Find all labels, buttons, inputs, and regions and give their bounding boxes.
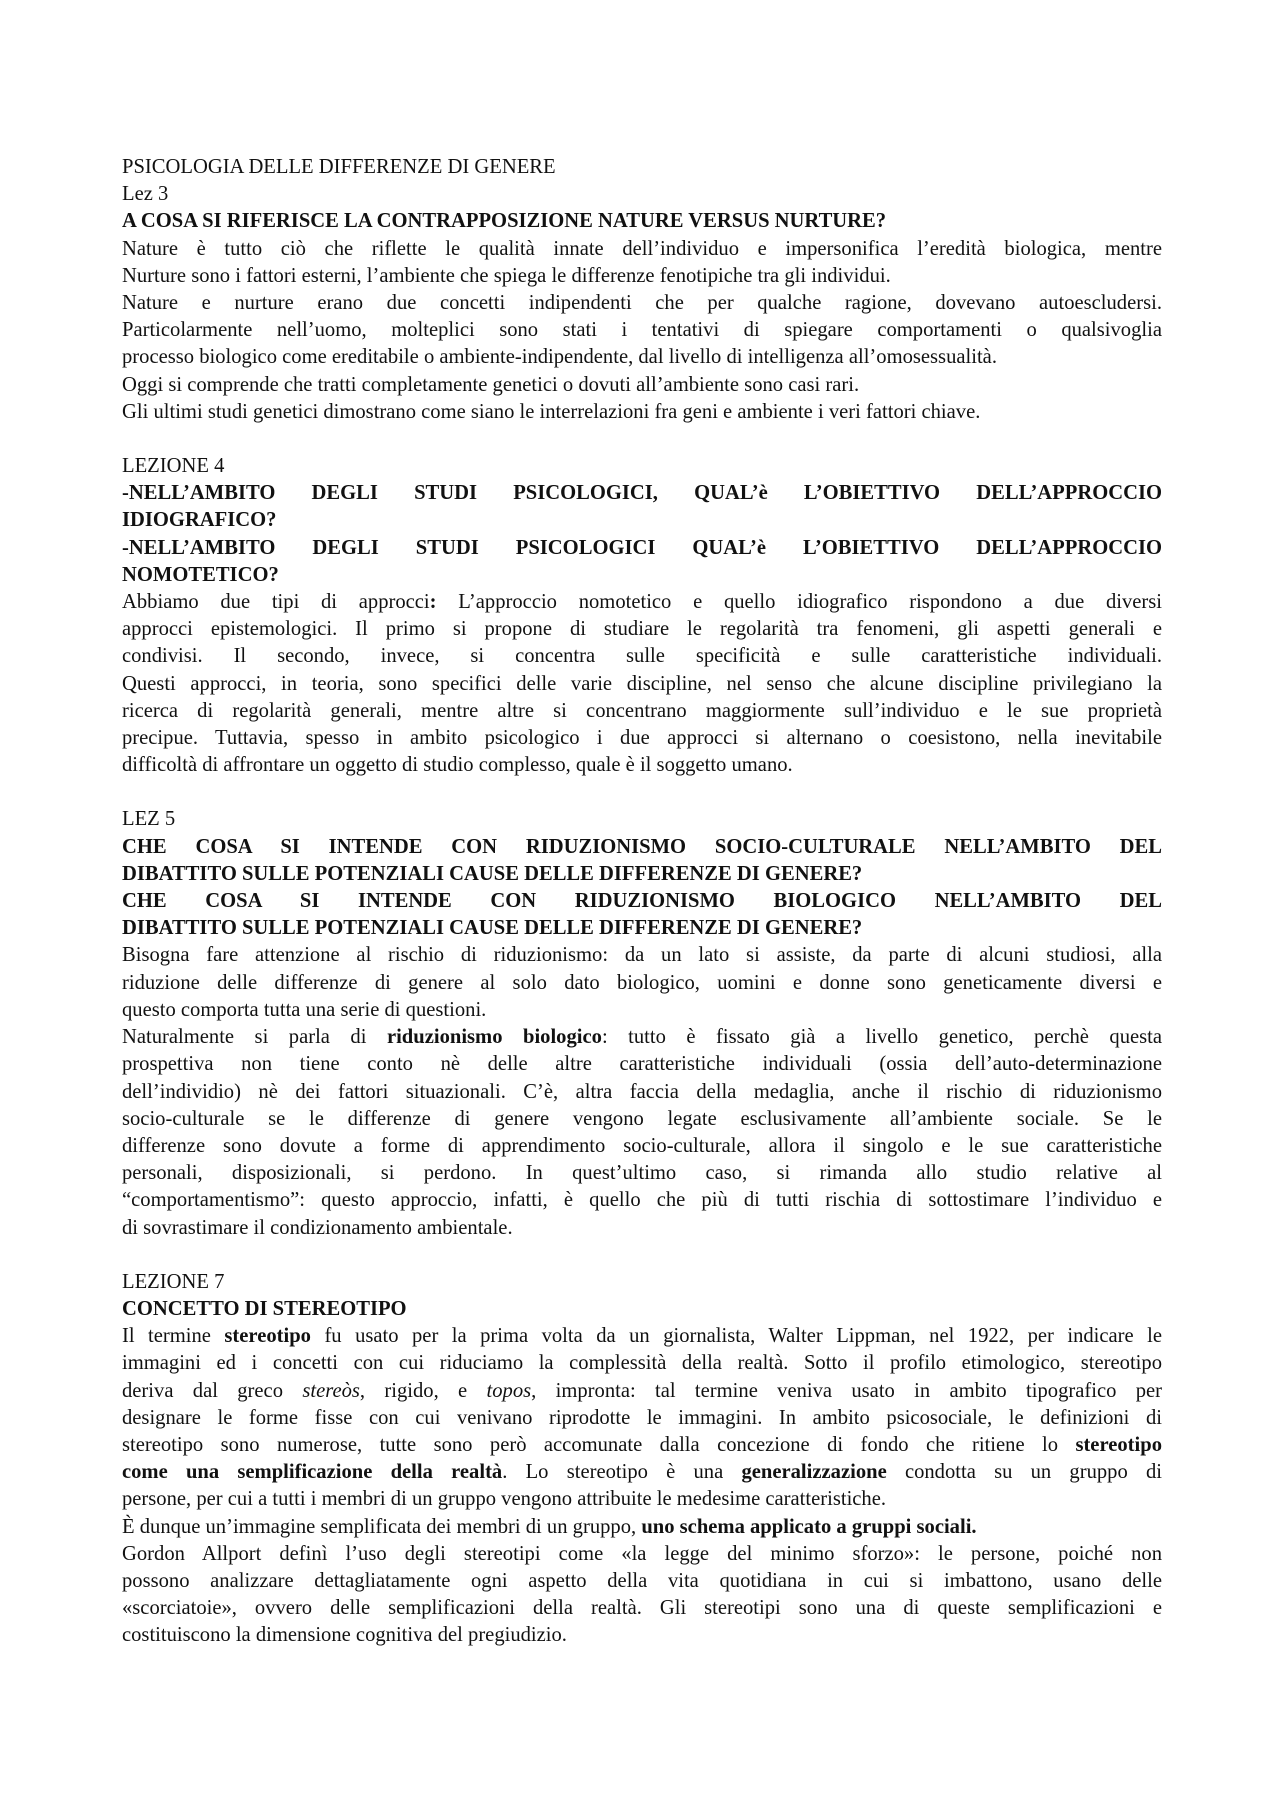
text-run: È dunque un’immagine semplificata dei membri di un gruppo, bbox=[122, 1515, 642, 1538]
question-riduzionismo-socio: CHE COSA SI INTENDE CON RIDUZIONISMO SOCIO-CULTURALE NELL’AMBITO DEL bbox=[122, 835, 1162, 858]
bold-term: come una semplificazione della realtà bbox=[122, 1461, 503, 1484]
paragraph-line bbox=[122, 1514, 1162, 1541]
paragraph-line bbox=[122, 1432, 1162, 1459]
paragraph-line: approcci epistemologici. Il primo si propone di studiare le regolarità tra fenomeni, gli aspetti generali e bbox=[122, 618, 1162, 641]
paragraph-line: riduzione delle differenze di genere al solo dato biologico, uomini e donne sono geneticamente diversi e bbox=[122, 971, 1162, 994]
paragraph-line: Gordon Allport definì l’uso degli stereotipi come «la legge del minimo sforzo»: le persone, poiché non bbox=[122, 1542, 1162, 1565]
paragraph-line: Nurture sono i fattori esterni, l’ambiente che spiega le differenze fenotipiche tra gli individui. bbox=[122, 264, 891, 287]
paragraph-line: persone, per cui a tutti i membri di un gruppo vengono attribuite le medesime caratteristiche. bbox=[122, 1488, 887, 1511]
text-run: Il termine bbox=[122, 1325, 225, 1348]
italic-term: topos bbox=[486, 1379, 532, 1402]
paragraph-line: Bisogna fare attenzione al rischio di riduzionismo: da un lato si assiste, da parte di alcuni studiosi, alla bbox=[122, 944, 1162, 967]
heading-stereotipo: CONCETTO DI STEREOTIPO bbox=[122, 1297, 407, 1320]
italic-term: stereòs bbox=[302, 1379, 360, 1402]
bold-term: stereotipo bbox=[224, 1325, 311, 1348]
paragraph-line: Oggi si comprende che tratti completamente genetici o dovuti all’ambiente sono casi rari. bbox=[122, 373, 860, 396]
paragraph-line: ricerca di regolarità generali, mentre altre si concentrano maggiormente sull’individuo e le sue proprietà bbox=[122, 699, 1162, 722]
section-label-lezione7: LEZIONE 7 bbox=[122, 1270, 225, 1293]
paragraph-line: Nature è tutto ciò che riflette le qualità innate dell’individuo e impersonifica l’eredità biologica, mentre bbox=[122, 237, 1162, 260]
text-run: Naturalmente si parla di bbox=[122, 1026, 387, 1049]
paragraph-line bbox=[122, 589, 1162, 616]
paragraph-line: personali, disposizionali, si perdono. In quest’ultimo caso, si rimanda allo studio relative al bbox=[122, 1162, 1162, 1185]
section-label-lezione4: LEZIONE 4 bbox=[122, 455, 225, 478]
question-idiografico: -NELL’AMBITO DEGLI STUDI PSICOLOGICI, QUAL’è L’OBIETTIVO DELL’APPROCCIO bbox=[122, 482, 1162, 505]
text-run: deriva dal greco bbox=[122, 1379, 303, 1402]
paragraph-line: designare le forme fisse con cui venivano riprodotte le immagini. In ambito psicosociale, le definizioni di bbox=[122, 1406, 1162, 1429]
paragraph-line: di sovrastimare il condizionamento ambientale. bbox=[122, 1216, 513, 1239]
paragraph-line bbox=[122, 1378, 1162, 1405]
text-run: . Lo stereotipo è una bbox=[502, 1461, 742, 1484]
question-riduzionismo-bio: CHE COSA SI INTENDE CON RIDUZIONISMO BIOLOGICO NELL’AMBITO DEL bbox=[122, 890, 1162, 913]
paragraph-line: costituiscono la dimensione cognitiva del pregiudizio. bbox=[122, 1624, 567, 1647]
section-label-lez5: LEZ 5 bbox=[122, 808, 176, 831]
paragraph-line: Questi approcci, in teoria, sono specifici delle varie discipline, nel senso che alcune discipline privilegiano la bbox=[122, 672, 1162, 695]
paragraph-line bbox=[122, 1459, 1162, 1486]
question-riduzionismo-bio-end: DIBATTITO SULLE POTENZIALI CAUSE DELLE DIFFERENZE DI GENERE? bbox=[122, 917, 863, 940]
text-run: , rigido, e bbox=[359, 1379, 487, 1402]
paragraph-line: questo comporta tutta una serie di questioni. bbox=[122, 998, 487, 1021]
document-body bbox=[122, 154, 1162, 1650]
paragraph-line: “comportamentismo”: questo approccio, infatti, è quello che più di tutti rischia di sottostimare l’individuo e bbox=[122, 1189, 1162, 1212]
paragraph-line: precipue. Tuttavia, spesso in ambito psicologico i due approcci si alternano o coesistono, nella inevitabile bbox=[122, 727, 1162, 750]
bold-term: riduzionismo biologico bbox=[386, 1026, 602, 1049]
paragraph-line: Particolarmente nell’uomo, molteplici sono stati i tentativi di spiegare comportamenti o qualsivoglia bbox=[122, 319, 1162, 342]
section-spacer bbox=[122, 779, 1162, 806]
paragraph-line bbox=[122, 1024, 1162, 1051]
section-label-lez3: Lez 3 bbox=[122, 183, 169, 206]
paragraph-line: prospettiva non tiene conto nè delle altre caratteristiche individuali (ossia dell’auto-determinazione bbox=[122, 1053, 1162, 1076]
section-spacer bbox=[122, 1242, 1162, 1269]
paragraph-line: Gli ultimi studi genetici dimostrano come siano le interrelazioni fra geni e ambiente i veri fattori chiave. bbox=[122, 400, 981, 423]
text-run: L’approccio nomotetico e quello idiografico rispondono a due diversi bbox=[436, 591, 1162, 614]
paragraph-line: «scorciatoie», ovvero delle semplificazioni della realtà. Gli stereotipi sono una di queste semplificazioni e bbox=[122, 1597, 1162, 1620]
bold-term: uno schema applicato a gruppi sociali. bbox=[641, 1515, 977, 1538]
question-idiografico-end: IDIOGRAFICO? bbox=[122, 509, 277, 532]
question-nature-nurture: A COSA SI RIFERISCE LA CONTRAPPOSIZIONE NATURE VERSUS NURTURE? bbox=[122, 210, 887, 233]
paragraph-line: socio-culturale se le differenze di genere vengono legate esclusivamente all’ambiente sociale. Se le bbox=[122, 1107, 1162, 1130]
question-nomotetico: -NELL’AMBITO DEGLI STUDI PSICOLOGICI QUAL’è L’OBIETTIVO DELL’APPROCCIO bbox=[122, 536, 1162, 559]
paragraph-line: possono analizzare dettagliatamente ogni aspetto della vita quotidiana in cui si imbattono, usano delle bbox=[122, 1569, 1162, 1592]
text-run: condotta su un gruppo di bbox=[886, 1461, 1163, 1484]
paragraph-line: condivisi. Il secondo, invece, si concentra sulle specificità e sulle caratteristiche individuali. bbox=[122, 645, 1162, 668]
text-run: stereotipo sono numerose, tutte sono però accomunate dalla concezione di fondo che ritiene lo bbox=[122, 1433, 1076, 1456]
bold-term: generalizzazione bbox=[741, 1461, 887, 1484]
paragraph-line: processo biologico come ereditabile o ambiente-indipendente, dal livello di intelligenza all’omosessualità. bbox=[122, 346, 997, 369]
section-spacer bbox=[122, 426, 1162, 453]
question-nomotetico-end: NOMOTETICO? bbox=[122, 563, 279, 586]
text-run: : tutto è fissato già a livello genetico, perchè questa bbox=[601, 1026, 1163, 1049]
question-riduzionismo-socio-end: DIBATTITO SULLE POTENZIALI CAUSE DELLE DIFFERENZE DI GENERE? bbox=[122, 862, 863, 885]
text-run: Abbiamo due tipi di approcci bbox=[122, 591, 430, 614]
bold-colon: : bbox=[429, 591, 437, 614]
paragraph-line: immagini ed i concetti con cui riduciamo la complessità della realtà. Sotto il profilo etimologico, stereotipo bbox=[122, 1352, 1162, 1375]
text-run: , impronta: tal termine veniva usato in ambito tipografico per bbox=[531, 1379, 1163, 1402]
bold-term: stereotipo bbox=[1075, 1433, 1162, 1456]
text-run: fu usato per la prima volta da un giornalista, Walter Lippman, nel 1922, per indicare le bbox=[310, 1325, 1162, 1348]
paragraph-line bbox=[122, 1323, 1162, 1350]
paragraph-line: differenze sono dovute a forme di apprendimento socio-culturale, allora il singolo e le sue caratteristiche bbox=[122, 1134, 1162, 1157]
document-title: PSICOLOGIA DELLE DIFFERENZE DI GENERE bbox=[122, 156, 556, 178]
paragraph-line: difficoltà di affrontare un oggetto di studio complesso, quale è il soggetto umano. bbox=[122, 754, 793, 777]
paragraph-line: dell’individio) nè dei fattori situazionali. C’è, altra faccia della medaglia, anche il rischio di riduzionismo bbox=[122, 1080, 1162, 1103]
paragraph-line: Nature e nurture erano due concetti indipendenti che per qualche ragione, dovevano autoescludersi. bbox=[122, 292, 1162, 315]
